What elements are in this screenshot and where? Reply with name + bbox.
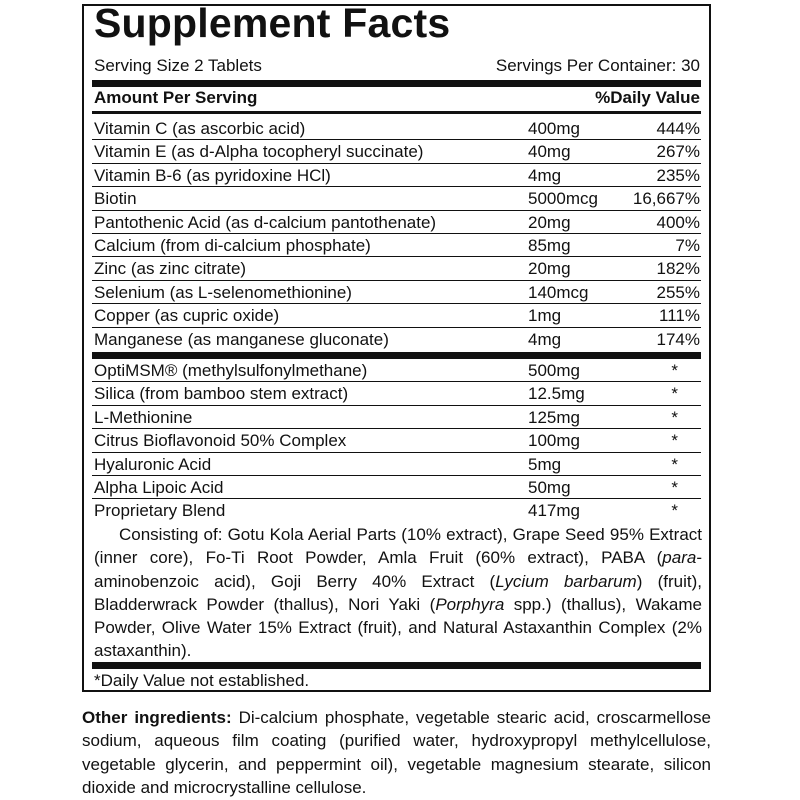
nutrient-name: Proprietary Blend [94,501,226,521]
nutrient-daily-value: 444% [656,119,700,138]
nutrient-row [94,499,700,522]
nutrient-row [94,382,700,405]
nutrient-daily-value: 174% [656,329,700,349]
proprietary-blend-description: Consisting of: Gotu Kola Aerial Parts (10% extract), Grape Seed 95% Extract (inner core), Fo-Ti Root Powder, Amla Fruit (60% extract), PABA (para-aminobenzoic acid), Goji Berry 40% Extract (Lycium barbarum) (fruit), Bladderwrack Powder (thallus), Nori Yaki (Porphyra spp.) (thallus), Wakame Powder, Olive Water 15% Extract (fruit), and Natural Astaxanthin Complex (2% astaxanthin). [94,525,703,661]
nutrient-amount: 125mg [528,407,580,427]
nutrient-row [94,406,700,429]
nutrient-daily-value: 111% [659,306,700,326]
nutrient-amount: 20mg [528,259,571,279]
nutrient-row [94,257,700,280]
nutrient-name: OptiMSM® (methylsulfonylmethane) [94,361,368,380]
nutrient-name: Hyaluronic Acid [94,454,212,474]
nutrient-daily-value: 400% [656,212,700,232]
nutrient-daily-value: * [671,407,678,427]
nutrient-name: Vitamin E (as d-Alpha tocopheryl succinate) [94,142,424,162]
daily-value-header: %Daily Value [595,88,700,107]
nutrient-daily-value: * [671,454,678,474]
nutrient-name: Vitamin B-6 (as pyridoxine HCl) [94,165,331,185]
nutrient-amount: 85mg [528,236,571,255]
divider-header [92,111,701,114]
nutrient-name: Citrus Bioflavonoid 50% Complex [94,431,347,451]
amount-header: Amount Per Serving [94,88,258,107]
nutrient-name: Zinc (as zinc citrate) [94,259,247,279]
nutrient-row [94,476,700,499]
nutrient-daily-value: * [671,384,678,404]
nutrient-name: Vitamin C (as ascorbic acid) [94,119,306,138]
nutrient-row [94,328,700,351]
nutrient-row [94,359,700,382]
nutrient-daily-value: 7% [675,236,700,255]
panel-title: Supplement Facts [94,0,451,46]
nutrient-amount: 417mg [528,501,580,521]
nutrient-name: Silica (from bamboo stem extract) [94,384,349,404]
nutrient-amount: 20mg [528,212,571,232]
other-ingredients-label: Other ingredients: [82,708,232,727]
nutrient-row [94,234,700,257]
nutrient-row [94,453,700,476]
nutrient-row [94,429,700,452]
nutrient-amount: 140mcg [528,282,589,302]
nutrient-amount: 100mg [528,431,580,451]
nutrient-row [94,211,700,234]
nutrient-amount: 1mg [528,306,562,326]
nutrient-name: Calcium (from di-calcium phosphate) [94,236,371,255]
nutrient-name: Selenium (as L-selenomethionine) [94,282,352,302]
nutrient-name: L-Methionine [94,407,193,427]
table-header [94,88,700,108]
nutrient-amount: 4mg [528,329,562,349]
nutrient-row [94,304,700,327]
nutrient-daily-value: 16,667% [632,189,700,209]
divider-bottom [92,662,701,669]
nutrient-amount: 500mg [528,361,580,380]
nutrient-row [94,187,700,210]
supplement-facts-panel [82,0,711,692]
nutrient-daily-value: * [671,501,678,521]
serving-info [94,56,700,76]
nutrient-name: Biotin [94,189,137,209]
nutrient-name: Copper (as cupric oxide) [94,306,280,326]
nutrient-row [94,140,700,163]
nutrient-amount: 4mg [528,165,562,185]
nutrient-row [94,281,700,304]
nutrient-row [94,117,700,140]
nutrient-daily-value: * [671,361,678,380]
nutrient-amount: 50mg [528,478,571,497]
nutrient-row [94,164,700,187]
daily-value-footnote: *Daily Value not established. [94,671,310,690]
nutrient-daily-value: * [671,478,678,497]
other-ingredients-text: Di-calcium phosphate, vegetable stearic acid, croscarmellose sodium, aqueous film coating (purified water, hydroxypropyl methylcellulose, vegetable glycerin, and peppermint oil), vegetable magnesium stearate, silicon dioxide and microcrystalline cellulose. [82,708,711,797]
nutrient-daily-value: 267% [656,142,700,162]
divider-thick [92,80,701,87]
nutrient-amount: 40mg [528,142,571,162]
nutrient-daily-value: 182% [656,259,700,279]
nutrient-daily-value: 255% [656,282,700,302]
servings-per-container: Servings Per Container: 30 [495,56,700,75]
nutrient-amount: 5000mcg [528,189,598,209]
nutrient-name: Alpha Lipoic Acid [94,478,224,497]
nutrient-amount: 5mg [528,454,562,474]
nutrient-daily-value: 235% [656,165,700,185]
nutrient-name: Pantothenic Acid (as d-calcium pantothenate) [94,212,437,232]
nutrient-amount: 12.5mg [528,384,585,404]
nutrient-daily-value: * [671,431,678,451]
nutrient-name: Manganese (as manganese gluconate) [94,329,389,349]
nutrient-amount: 400mg [528,119,580,138]
serving-size: Serving Size 2 Tablets [94,56,262,75]
other-ingredients [82,706,711,799]
divider-section [92,352,701,359]
